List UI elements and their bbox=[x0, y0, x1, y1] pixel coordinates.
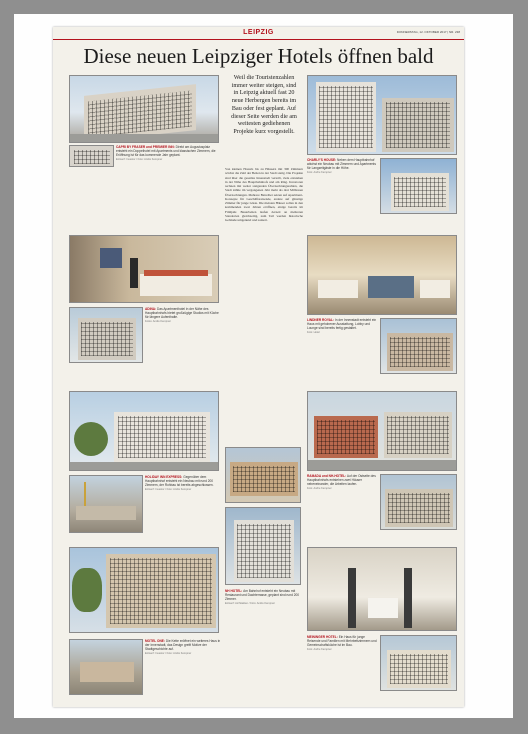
photo-adina-room bbox=[69, 235, 219, 303]
caption-title: MEININGER HOTEL: bbox=[307, 635, 338, 639]
section-label: LEIPZIG bbox=[243, 29, 274, 36]
photo-ramada-facade bbox=[380, 474, 457, 530]
caption-credit: Foto: Andre Kempner bbox=[307, 647, 332, 651]
headline: Diese neuen Leipziger Hotels öffnen bald bbox=[83, 44, 434, 68]
caption-credit: Fotos: Andre Kempner bbox=[145, 319, 171, 323]
photo-premier-inn-small bbox=[69, 145, 114, 167]
caption-text: Am Bahnhof entsteht ein Neubau mit Restaurant und Dachterrasse, geplant sind rund 200 Zimmer. bbox=[225, 589, 300, 602]
caption-credit: Entwurf: Investor / Foto: Andre Kempner bbox=[116, 157, 163, 161]
photo-nh-render bbox=[225, 507, 301, 585]
article-body: Von kleinen Hostels bis zu Häusern mit 300 Zimmern wächst die Zahl der Betten in der Stadt stetig. Die Projekte sind über die gesamte Innenstadt verteilt, viele entstehen in der Nähe des Hauptbahnhofs und am Ring. Investoren rechnen mit weiter steigenden Übernachtungszahlen, die Stadt zählte im vergangenen Jahr mehr als drei Millionen Übernachtungen. Mehrere Betreiber setzen auf Apartment-Konzepte für Geschäftsreisende, andere auf günstige Zimmer für junge Gäste. Die meisten Häuser sollen in den kommenden zwei Jahren eröffnen, einige bereits im Frühjahr. Bauarbeiten laufen derzeit an mehreren Standorten gleichzeitig, zum Teil werden historische Gebäude umgenutzt und saniert. bbox=[225, 167, 303, 222]
caption-credit: Entwurf: Architekten / Foto: Andre Kempner bbox=[225, 601, 275, 605]
caption-ramada bbox=[307, 474, 377, 544]
caption-credit: Foto: Andre Kempner bbox=[307, 486, 332, 490]
photo-meininger-interior bbox=[307, 547, 457, 631]
photo-capri-hotel bbox=[69, 75, 219, 143]
caption-title: NH HOTEL: bbox=[225, 589, 243, 593]
caption-credit: Foto: Hotel bbox=[307, 330, 320, 334]
masthead bbox=[53, 29, 464, 40]
photo-meininger-exterior bbox=[380, 635, 457, 691]
caption-title: LINDNER ROYAL: bbox=[307, 318, 334, 322]
photo-lindner-exterior bbox=[380, 318, 457, 374]
caption-text: Direkt am Augustusplatz entsteht ein Doppelhotel mit Apartments und klassischen Zimmern, die Eröffnung ist für das kommende Jahr geplant. bbox=[116, 145, 216, 158]
caption-title: CHARLY'S HOUSE: bbox=[307, 158, 337, 162]
caption-capri bbox=[116, 145, 220, 201]
photo-station-street bbox=[225, 447, 301, 503]
caption-text: Gegenüber dem Hauptbahnhof entsteht ein Neubau mit rund 200 Zimmern, der Rohbau ist bereits abgeschlossen. bbox=[145, 475, 214, 488]
caption-adina bbox=[145, 307, 221, 369]
dateline: DONNERSTAG, 12. OKTOBER 2017 | NR. 238 bbox=[396, 30, 460, 34]
caption-lindner bbox=[307, 318, 377, 376]
caption-nh-hotel bbox=[225, 589, 301, 665]
photo-holiday-inn bbox=[69, 391, 219, 471]
caption-credit: Entwurf: Investor / Foto: Andre Kempner bbox=[145, 651, 192, 655]
caption-holiday-inn bbox=[145, 475, 221, 541]
caption-credit: Entwurf: Investor / Foto: Andre Kempner bbox=[145, 487, 192, 491]
photo-adina-exterior bbox=[69, 307, 143, 363]
caption-meininger bbox=[307, 635, 377, 703]
photo-holiday-inn-site bbox=[69, 475, 143, 533]
photo-ramada bbox=[307, 391, 457, 471]
caption-title: HOLIDAY INN EXPRESS: bbox=[145, 475, 183, 479]
caption-motel-one bbox=[145, 639, 221, 701]
caption-text: Die Kette eröffnet ein weiteres Haus in der Innenstadt, das Design greift Motive der Stadtgeschichte auf. bbox=[145, 639, 221, 652]
photo-charlys-house bbox=[307, 75, 457, 155]
caption-title: ADINA: bbox=[145, 307, 157, 311]
deck-text: Weil die Touristenzahlen immer weiter steigen, sind in Leipzig aktuell fast 20 neue Herbergen bereits im Bau oder fest geplant. Auf dieser Seite werden die am weitesten gediehenen Projekte kurz vorgestellt. bbox=[231, 75, 297, 135]
caption-text: Neben dem Hauptbahnhof wächst ein Neubau mit Zimmern und Apartments für Langzeitgäste in die Höhe. bbox=[307, 158, 376, 171]
newspaper-page bbox=[53, 27, 464, 707]
caption-text: In der Innenstadt entsteht ein Haus mit gehobener Ausstattung, Lobby und Lounge sind bereits fertig gestaltet. bbox=[307, 318, 377, 331]
photo-motel-one bbox=[69, 547, 219, 633]
photo-motel-one-site bbox=[69, 639, 143, 695]
caption-title: RAMADA und NH-HOTEL: bbox=[307, 474, 347, 478]
photo-charlys-render bbox=[380, 158, 457, 214]
caption-text: Das Apartmenthotel in der Nähe des Hauptbahnhofs bietet großzügige Studios mit Küche für längere Aufenthalte. bbox=[145, 307, 219, 320]
caption-title: CAPRI BY FRASER und PREMIER INN: bbox=[116, 145, 175, 149]
caption-credit: Foto: Andre Kempner bbox=[307, 170, 332, 174]
caption-title: MOTEL ONE: bbox=[145, 639, 165, 643]
caption-text: Ein Haus für junge Reisende und Familien mit Mehrbettzimmern und Gemeinschaftsküche ist im Bau. bbox=[307, 635, 377, 648]
photo-lindner-lobby bbox=[307, 235, 457, 315]
caption-text: Auf der Ostseite des Hauptbahnhofs entstehen zwei Häuser nebeneinander, die Arbeiten laufen. bbox=[307, 474, 376, 487]
caption-charlys bbox=[307, 158, 377, 230]
